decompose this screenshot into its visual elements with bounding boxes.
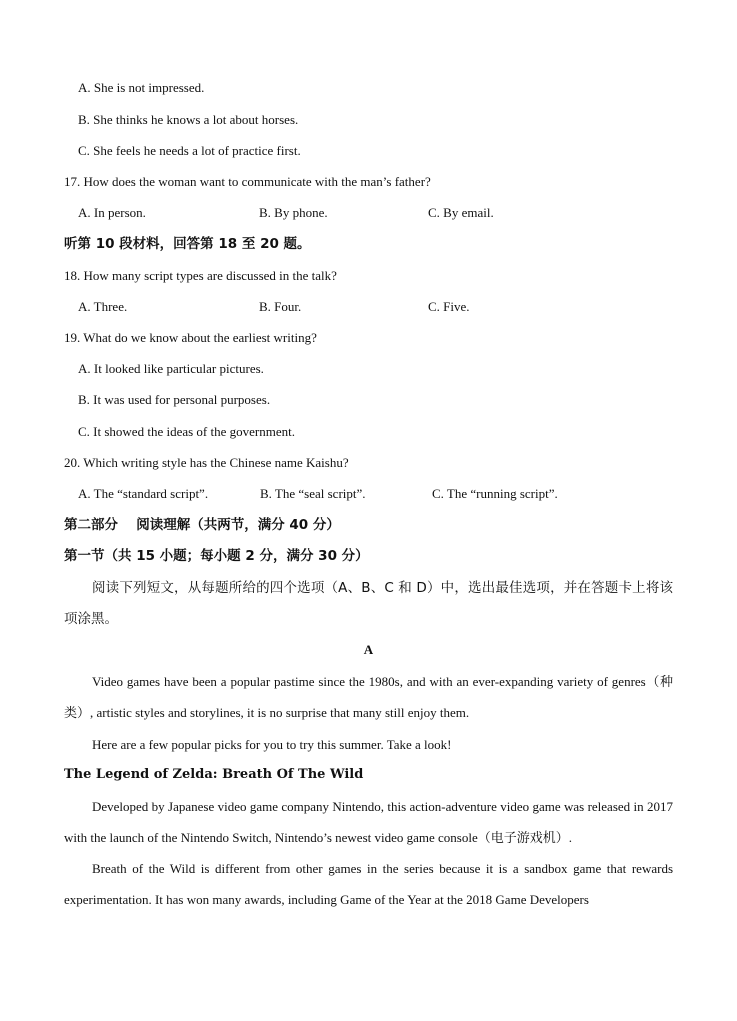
- section-10-heading: 听第 10 段材料，回答第 18 至 20 题。: [64, 236, 311, 252]
- q19-option-c: C. It showed the ideas of the government.: [78, 424, 295, 439]
- q16-option-c: C. She feels he needs a lot of practice first.: [78, 143, 301, 158]
- q19-stem: 19. What do we know about the earliest writing?: [64, 330, 317, 345]
- part2-section1-heading: 第一节（共 15 小题；每小题 2 分，满分 30 分）: [64, 548, 369, 564]
- q19-option-a: A. It looked like particular pictures.: [78, 361, 264, 376]
- q16-option-a: A. She is not impressed.: [78, 80, 205, 95]
- q18-option-a: A. Three.: [78, 299, 128, 314]
- q16-option-b: B. She thinks he knows a lot about horses.: [78, 112, 299, 127]
- passage-heading-zelda: The Legend of Zelda: Breath Of The Wild: [64, 767, 364, 782]
- q20-option-b: B. The “seal script”.: [260, 486, 366, 501]
- q20-option-a: A. The “standard script”.: [78, 486, 209, 501]
- q17-option-b: B. By phone.: [259, 205, 328, 220]
- q20-option-c: C. The “running script”.: [432, 486, 558, 501]
- q17-stem: 17. How does the woman want to communicate with the man’s father?: [64, 174, 431, 189]
- passage-label: A: [363, 642, 374, 657]
- q18-option-c: C. Five.: [428, 299, 470, 314]
- q20-stem: 20. Which writing style has the Chinese name Kaishu?: [64, 455, 349, 470]
- passage-paragraph-2: Here are a few popular picks for you to try this summer. Take a look!: [92, 737, 452, 752]
- q17-option-c: C. By email.: [428, 205, 494, 220]
- reading-instruction: 阅读下列短文，从每题所给的四个选项（A、B、C 和 D）中，选出最佳选项，并在答题卡上将该项涂黑。: [64, 580, 673, 627]
- q19-option-b: B. It was used for personal purposes.: [78, 392, 271, 407]
- passage-paragraph-1: Video games have been a popular pastime since the 1980s, and with an ever-expanding variety of genres（种类）, artistic styles and storylines, it is no surprise that many still enjoy them.: [64, 674, 673, 720]
- passage-paragraph-4: Breath of the Wild is different from other games in the series because it is a sandbox game that rewards experimentation. It has won many awards, including Game of the Year at the 2018 Game Developers: [64, 861, 673, 907]
- q17-option-a: A. In person.: [78, 205, 146, 220]
- part2-heading: 第二部分 阅读理解（共两节，满分 40 分）: [64, 517, 340, 533]
- passage-paragraph-3: Developed by Japanese video game company Nintendo, this action-adventure video game was released in 2017 with the launch of the Nintendo Switch, Nintendo’s newest video game console（电子游戏机）.: [64, 799, 673, 845]
- q18-stem: 18. How many script types are discussed in the talk?: [64, 268, 337, 283]
- q18-option-b: B. Four.: [259, 299, 302, 314]
